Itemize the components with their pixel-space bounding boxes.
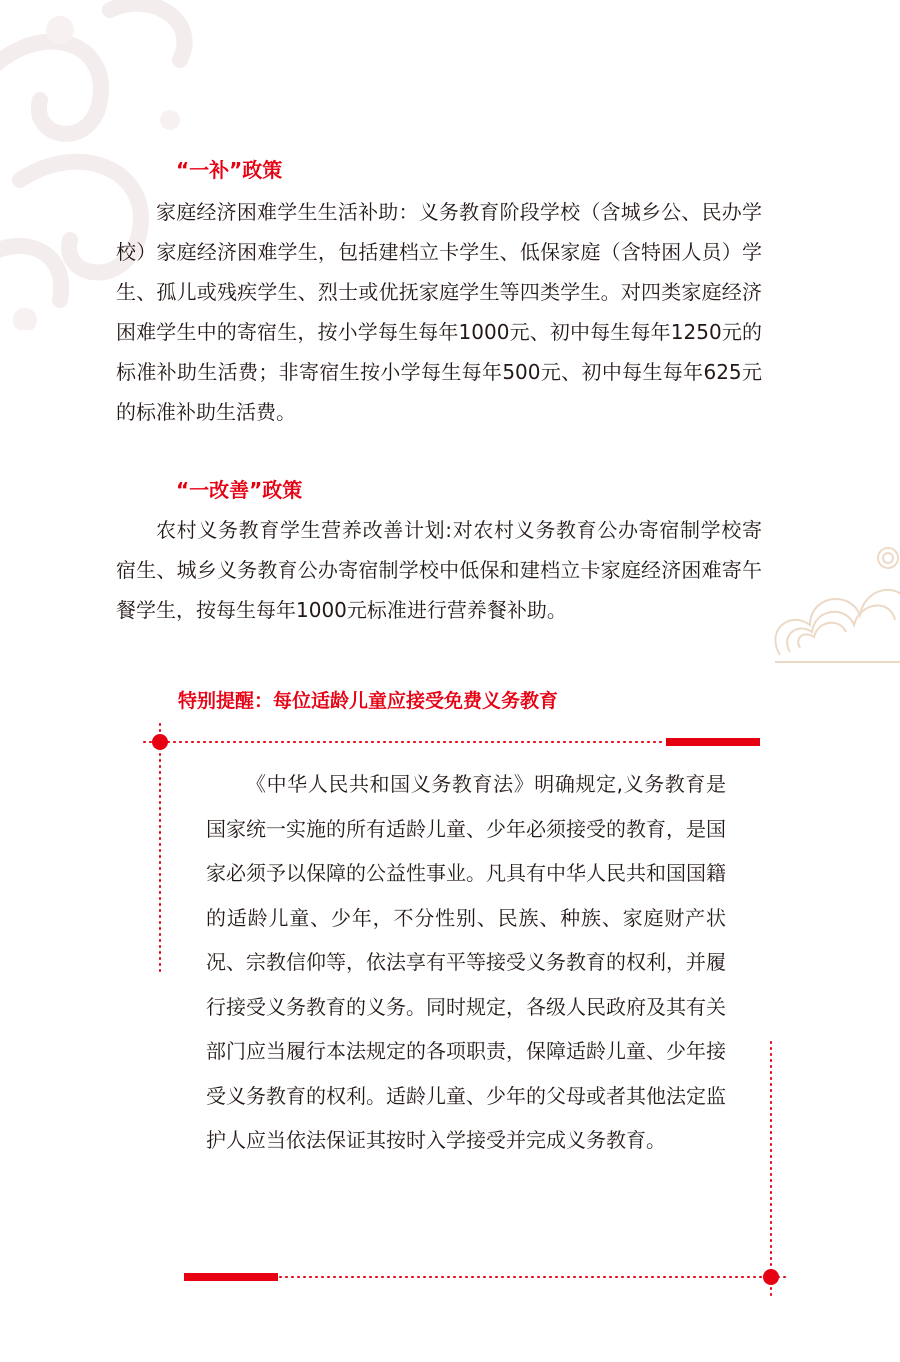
section1-body: 家庭经济困难学生生活补助：义务教育阶段学校（含城乡公、民办学校）家庭经济困难学生，包括建档立卡学生、低保家庭（含特困人员）学生、孤儿或残疾学生、烈士或优抚家庭学生等四类学生。对四类家庭经济困难学生中的寄宿生，按小学每生每年1000元、初中每生每年1250元的标准补助生活费；非寄宿生按小学每生每年500元、初中每生每年625元的标准补助生活费。 xyxy=(116,200,762,424)
section2-heading: “一改善”政策 xyxy=(176,478,303,502)
cloud-ornament xyxy=(770,540,900,680)
reminder-body: 《中华人民共和国义务教育法》明确规定,义务教育是国家统一实施的所有适龄儿童、少年必须接受的教育，是国家必须予以保障的公益性事业。凡具有中华人民共和国国籍的适龄儿童、少年，不分性别、民族、种族、家庭财产状况、宗教信仰等，依法享有平等接受义务教育的权利，并履行接受义务教育的义务。同时规定，各级人民政府及其有关部门应当履行本法规定的各项职责，保障适龄儿童、少年接受义务教育的权利。适龄儿童、少年的父母或者其他法定监护人应当依法保证其按时入学接受并完成义务教育。 xyxy=(206,772,726,1152)
reminder-title: 特别提醒：每位适龄儿童应接受免费义务教育 xyxy=(178,690,559,712)
section1-heading: “一补”政策 xyxy=(176,158,283,182)
section2-body: 农村义务教育学生营养改善计划:对农村义务教育公办寄宿制学校寄宿生、城乡义务教育公办寄宿制学校中低保和建档立卡家庭经济困难寄午餐学生，按每生每年1000元标准进行营养餐补助。 xyxy=(116,518,762,622)
